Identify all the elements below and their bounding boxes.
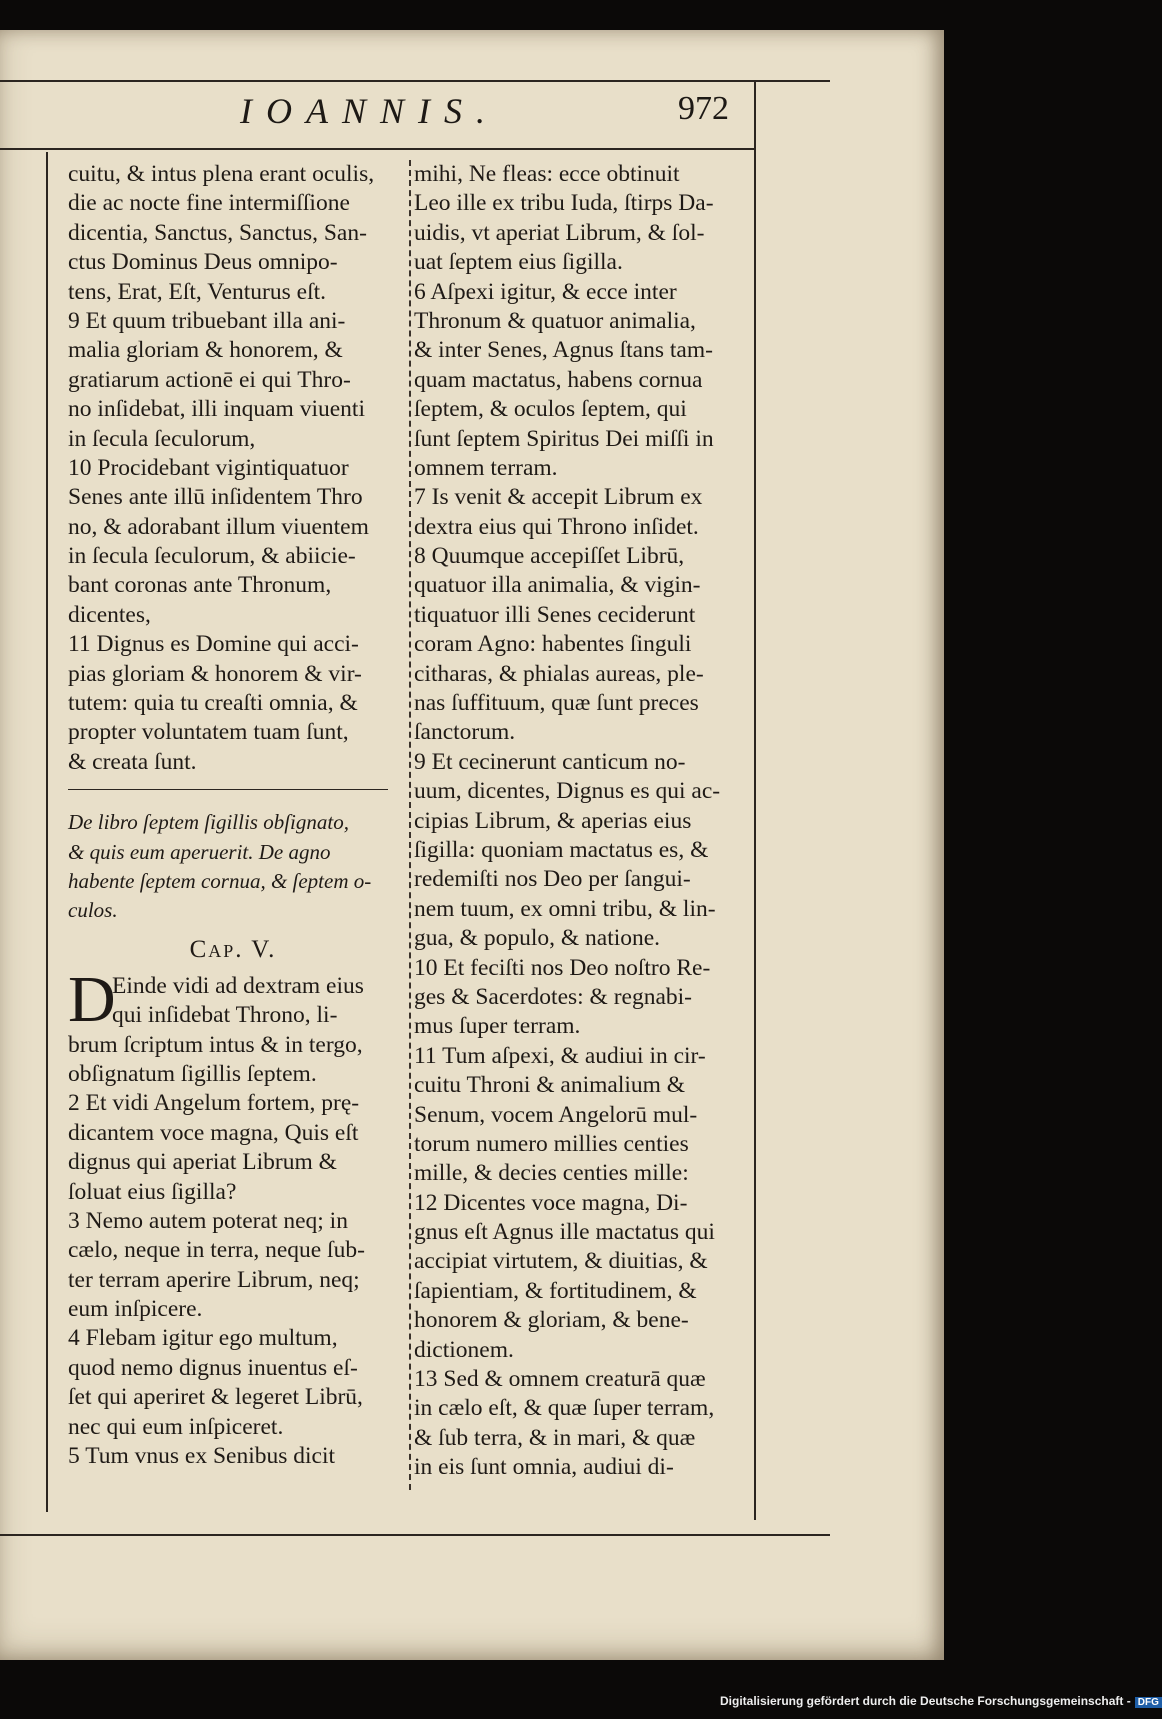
text-line: gua, & populo, & natione. [414,925,661,952]
text-line: 2 Et vidi Angelum fortem, prę- [68,1090,360,1117]
text-line: quatuor illa animalia, & vigin- [414,572,701,599]
text-line: ſunt ſeptem Spiritus Dei miſſi in [414,425,714,452]
text-line: accipiat virtutem, & diuitias, & [414,1248,708,1275]
digitization-footer [720,1694,1162,1708]
text-line: no, & adorabant illum viuentem [68,513,369,540]
page-header [0,86,760,138]
text-line: 5 Tum vnus ex Senibus dicit [68,1443,336,1470]
text-line: tens, Erat, Eſt, Venturus eſt. [68,278,327,305]
summary-line: & quis eum aperuerit. De agno [68,839,331,864]
text-line: tiquatuor illi Senes ceciderunt [414,601,696,628]
text-line: brum ſcriptum intus & in tergo, [68,1031,363,1058]
text-line: quod nemo dignus inuentus eſ- [68,1354,358,1381]
column-divider [409,160,411,1490]
text-line: ſapientiam, & fortitudinem, & [414,1277,697,1304]
text-line: no inſidebat, illi inquam viuenti [68,396,365,423]
chapter-summary [68,808,398,926]
text-line: dextra eius qui Throno inſidet. [414,513,699,540]
text-line: 9 Et cecinerunt canticum no- [414,748,686,775]
text-line: ges & Sacerdotes: & regnabi- [414,983,692,1010]
text-line: honorem & gloriam, & bene- [414,1307,689,1334]
text-line: & ſub terra, & in mari, & quæ [414,1424,696,1451]
indented-lines [68,962,398,1036]
text-line: qui inſidebat Throno, li- [112,1002,338,1029]
text-line: uat ſeptem eius ſigilla. [414,249,623,276]
text-line: 12 Dicentes voce magna, Di- [414,1189,688,1216]
text-line: mus ſuper terram. [414,1013,581,1040]
text-line: redemiſti nos Deo per ſangui- [414,866,691,893]
text-line: 6 Aſpexi igitur, & ecce inter [414,278,677,305]
text-line: citharas, & phialas aureas, ple- [414,660,704,687]
text-line: gnus eſt Agnus ille mactatus qui [414,1219,715,1246]
text-line: cælo, neque in terra, neque ſub- [68,1237,365,1264]
left-text-block-a [68,160,398,777]
text-line: pias gloriam & honorem & vir- [68,660,362,687]
text-line: uum, dicentes, Dignus es qui ac- [414,778,721,805]
text-line: dicentia, Sanctus, Sanctus, San- [68,219,367,246]
chapter-opening [68,962,398,1036]
text-line: dictionem. [414,1336,514,1363]
text-line: 7 Is venit & accepit Librum ex [414,484,703,511]
text-line: ctus Dominus Deus omnipo- [68,249,338,276]
text-line: coram Agno: habentes ſinguli [414,631,692,658]
text-line: & creata ſunt. [68,748,197,775]
top-rule [0,80,830,82]
text-line: ter terram aperire Librum, neq; [68,1266,360,1293]
text-line: in eis ſunt omnia, audiui di- [414,1454,674,1481]
text-line: dignus qui aperiat Librum & [68,1149,337,1176]
running-title: IOANNIS. [240,91,499,131]
left-column [68,160,398,1471]
text-line: cipias Librum, & aperias eius [414,807,692,834]
text-line: uidis, vt aperiat Librum, & ſol- [414,219,705,246]
text-line: nas ſuffituum, quæ ſunt preces [414,690,699,717]
summary-line: habente ſeptem cornua, & ſeptem o- [68,868,372,893]
text-line: Einde vidi ad dextram eius [112,972,364,999]
right-text-block [414,160,746,1483]
text-line: Senum, vocem Angelorū mul- [414,1101,698,1128]
right-border-rule [754,80,756,1520]
text-line: mille, & decies centies mille: [414,1160,689,1187]
drop-capital: D [68,962,116,1036]
text-line: 10 Procidebant vigintiquatuor [68,454,349,481]
text-line: in ſecula ſeculorum, & abiicie- [68,543,356,570]
text-line: malia gloriam & honorem, & [68,337,343,364]
footer-text: Digitalisierung gefördert durch die Deutsche Forschungsgemeinschaft - [720,1694,1131,1708]
text-line: ſet qui aperiret & legeret Librū, [68,1384,363,1411]
text-line: 3 Nemo autem poterat neq; in [68,1207,348,1234]
summary-line: culos. [68,898,118,923]
text-line: dicentes, [68,601,151,628]
text-line: ſigilla: quoniam mactatus es, & [414,836,709,863]
text-line: 4 Flebam igitur ego multum, [68,1325,338,1352]
text-line: & inter Senes, Agnus ſtans tam- [414,337,713,364]
page-number: 972 [678,90,729,127]
text-line: eum inſpicere. [68,1296,203,1323]
text-line: tutem: quia tu creaſti omnia, & [68,690,358,717]
text-line: 9 Et quum tribuebant illa ani- [68,307,346,334]
text-line: die ac nocte fine intermiſſione [68,190,350,217]
text-line: 10 Et feciſti nos Deo noſtro Re- [414,954,711,981]
text-line: Thronum & quatuor animalia, [414,307,696,334]
text-line: obſignatum ſigillis ſeptem. [68,1060,317,1087]
text-line: 11 Tum aſpexi, & audiui in cir- [414,1042,706,1069]
text-line: in cælo eſt, & quæ ſuper terram, [414,1395,715,1422]
text-line: ſeptem, & oculos ſeptem, qui [414,396,687,423]
summary-line: De libro ſeptem ſigillis obſignato, [68,810,349,835]
header-rule [0,148,756,150]
text-line: in ſecula ſeculorum, [68,425,256,452]
text-line: ſoluat eius ſigilla? [68,1178,237,1205]
summary-rule [68,789,388,790]
text-line: ſanctorum. [414,719,516,746]
text-line: torum numero millies centies [414,1130,689,1157]
text-line: quam mactatus, habens cornua [414,366,703,393]
bottom-rule [0,1534,830,1536]
text-line: Leo ille ex tribu Iuda, ſtirps Da- [414,190,714,217]
text-line: cuitu Throni & animalium & [414,1072,686,1099]
text-line: nec qui eum inſpiceret. [68,1413,284,1440]
text-line: gratiarum actionē ei qui Thro- [68,366,351,393]
text-line: 13 Sed & omnem creaturā quæ [414,1366,706,1393]
text-line: omnem terram. [414,454,558,481]
text-line: Senes ante illū inſidentem Thro [68,484,363,511]
text-line: 8 Quumque accepiſſet Librū, [414,543,685,570]
left-text-block-b [68,1031,398,1472]
chapter-heading: Cap. V. [189,935,277,963]
text-line: dicantem voce magna, Quis eſt [68,1119,359,1146]
text-line: bant coronas ante Thronum, [68,572,332,599]
right-column [414,160,746,1483]
text-line: cuitu, & intus plena erant oculis, [68,161,375,187]
text-line: 11 Dignus es Domine qui acci- [68,631,359,658]
dfg-logo: DFG [1135,1697,1162,1708]
left-border-rule [46,152,48,1512]
text-line: nem tuum, ex omni tribu, & lin- [414,895,716,922]
text-line: propter voluntatem tuam ſunt, [68,719,349,746]
text-line: mihi, Ne fleas: ecce obtinuit [414,161,680,187]
